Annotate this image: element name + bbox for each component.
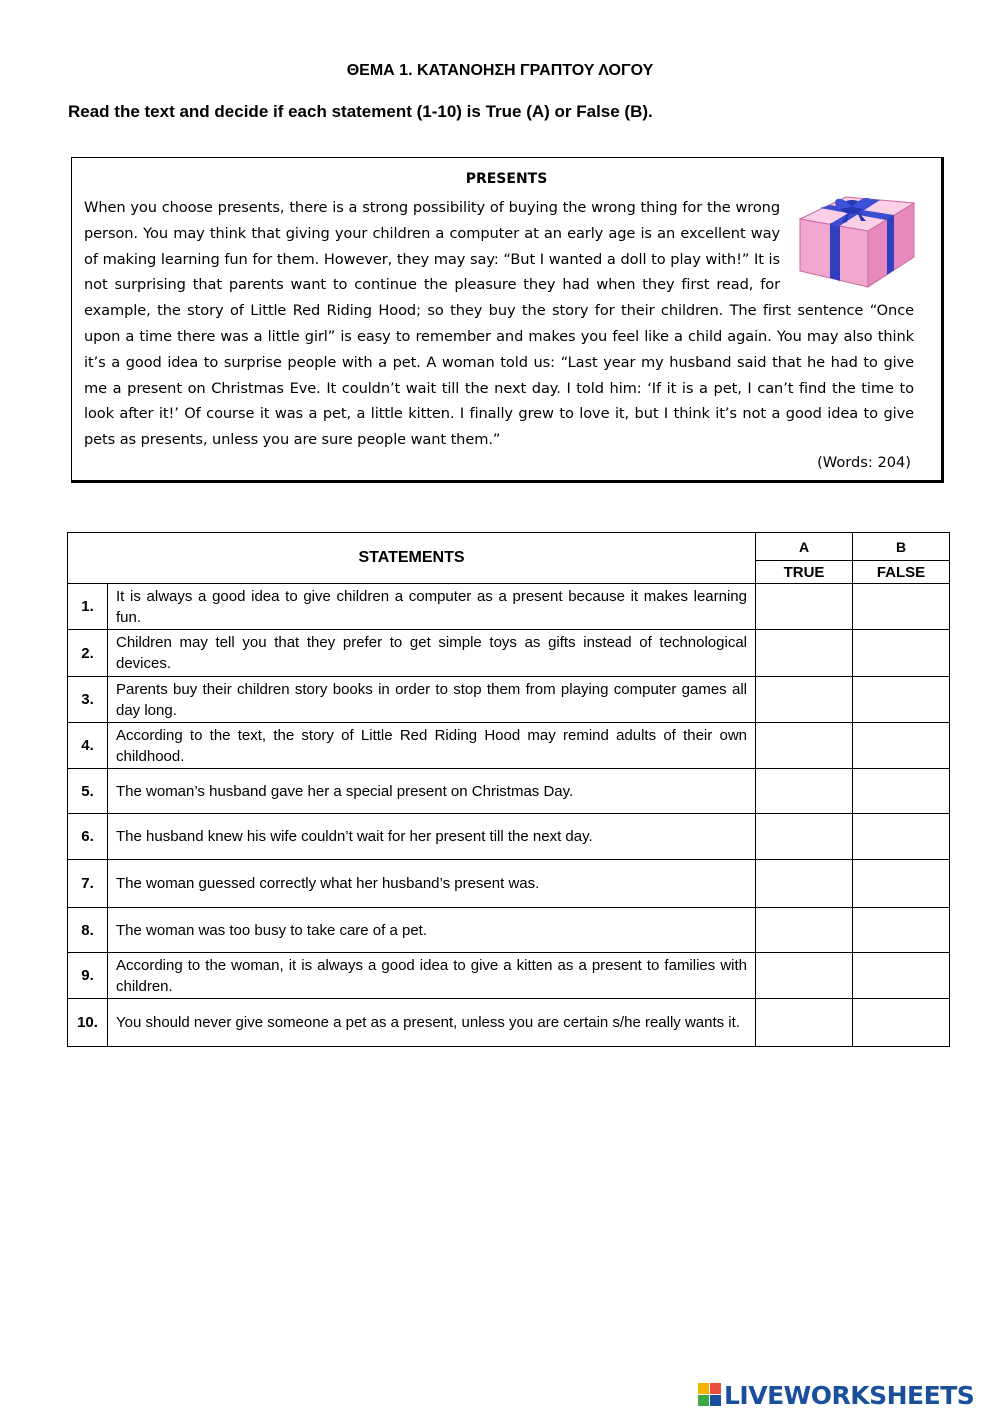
section-heading: ΘΕΜΑ 1. ΚΑΤΑΝΟΗΣΗ ΓΡΑΠΤΟΥ ΛΟΓΟΥ xyxy=(346,62,654,79)
statement-text: Parents buy their children story books in order to stop them from playing computer games all day long. xyxy=(108,677,756,723)
statement-text: The husband knew his wife couldn’t wait for her present till the next day. xyxy=(108,814,756,860)
statement-number: 2. xyxy=(68,630,108,677)
true-label: TRUE xyxy=(756,561,853,584)
table-row xyxy=(68,908,950,953)
answer-false-cell[interactable] xyxy=(853,769,950,814)
statement-number: 10. xyxy=(68,999,108,1047)
liveworksheets-logo-icon xyxy=(698,1383,722,1407)
column-b-header: B xyxy=(853,533,950,561)
table-row xyxy=(68,860,950,908)
reading-title: PRESENTS xyxy=(465,171,548,187)
word-count: (Words: 204) xyxy=(817,454,911,471)
answer-true-cell[interactable] xyxy=(756,908,853,953)
statement-text: According to the woman, it is always a good idea to give a kitten as a present to families with children. xyxy=(108,953,756,999)
answer-false-cell[interactable] xyxy=(853,814,950,860)
statement-number: 8. xyxy=(68,908,108,953)
table-row xyxy=(68,999,950,1047)
statement-text: The woman was too busy to take care of a pet. xyxy=(108,908,756,953)
answer-false-cell[interactable] xyxy=(853,953,950,999)
table-row xyxy=(68,814,950,860)
table-row xyxy=(68,677,950,723)
statement-number: 6. xyxy=(68,814,108,860)
statement-text: According to the text, the story of Little Red Riding Hood may remind adults of their own childhood. xyxy=(108,723,756,769)
liveworksheets-logo[interactable] xyxy=(698,1381,974,1409)
statement-number: 9. xyxy=(68,953,108,999)
reading-passage: When you choose presents, there is a strong possibility of buying the wrong thing for the wrong person. You may think that giving your children a computer at an early age is an excellent way of making learning fun for them. However, they may say: “But I wanted a doll to play with!” It is not surprising that parents want to continue the pleasure they had when they first read, for example, the story of Little Red Riding Hood; so they buy the story for their children. The first sentence “Once upon a time there was a little girl” is easy to remember and makes you feel like a child again. You may also think it’s a good idea to surprise people with a pet. A woman told us: “Last year my husband said that he had to give me a present on Christmas Eve. It couldn’t wait till the next day. I told him: ‘If it is a pet, I can’t find the time to look after it!’ Of course it was a pet, a little kitten. I finally grew to love it, but I think it’s not a good idea to give pets as presents, unless you are sure people want them.” xyxy=(84,195,914,453)
answer-false-cell[interactable] xyxy=(853,584,950,630)
answer-true-cell[interactable] xyxy=(756,999,853,1047)
answer-false-cell[interactable] xyxy=(853,723,950,769)
answer-true-cell[interactable] xyxy=(756,814,853,860)
statement-text: The woman guessed correctly what her husband’s present was. xyxy=(108,860,756,908)
table-row xyxy=(68,584,950,630)
statement-number: 4. xyxy=(68,723,108,769)
statement-text: Children may tell you that they prefer to get simple toys as gifts instead of technological devices. xyxy=(108,630,756,677)
column-a-header: A xyxy=(756,533,853,561)
answer-true-cell[interactable] xyxy=(756,677,853,723)
statement-number: 1. xyxy=(68,584,108,630)
answer-true-cell[interactable] xyxy=(756,860,853,908)
answer-true-cell[interactable] xyxy=(756,953,853,999)
answer-false-cell[interactable] xyxy=(853,630,950,677)
statement-number: 7. xyxy=(68,860,108,908)
statement-text: It is always a good idea to give children a computer as a present because it makes learning fun. xyxy=(108,584,756,630)
table-row xyxy=(68,953,950,999)
answer-true-cell[interactable] xyxy=(756,769,853,814)
statement-number: 5. xyxy=(68,769,108,814)
reading-text-box xyxy=(71,157,944,483)
answer-false-cell[interactable] xyxy=(853,908,950,953)
gift-box-icon xyxy=(794,191,918,289)
false-label: FALSE xyxy=(853,561,950,584)
table-row xyxy=(68,769,950,814)
statements-header: STATEMENTS xyxy=(68,533,756,584)
statement-number: 3. xyxy=(68,677,108,723)
table-row xyxy=(68,630,950,677)
statement-text: The woman’s husband gave her a special present on Christmas Day. xyxy=(108,769,756,814)
answer-true-cell[interactable] xyxy=(756,723,853,769)
table-row xyxy=(68,723,950,769)
instruction-text: Read the text and decide if each statement (1-10) is True (A) or False (B). xyxy=(68,102,653,121)
statement-text: You should never give someone a pet as a present, unless you are certain s/he really wants it. xyxy=(108,999,756,1047)
statements-table xyxy=(67,532,950,1047)
answer-true-cell[interactable] xyxy=(756,584,853,630)
logo-text: LIVEWORKSHEETS xyxy=(724,1380,975,1410)
answer-false-cell[interactable] xyxy=(853,999,950,1047)
answer-false-cell[interactable] xyxy=(853,860,950,908)
answer-true-cell[interactable] xyxy=(756,630,853,677)
answer-false-cell[interactable] xyxy=(853,677,950,723)
